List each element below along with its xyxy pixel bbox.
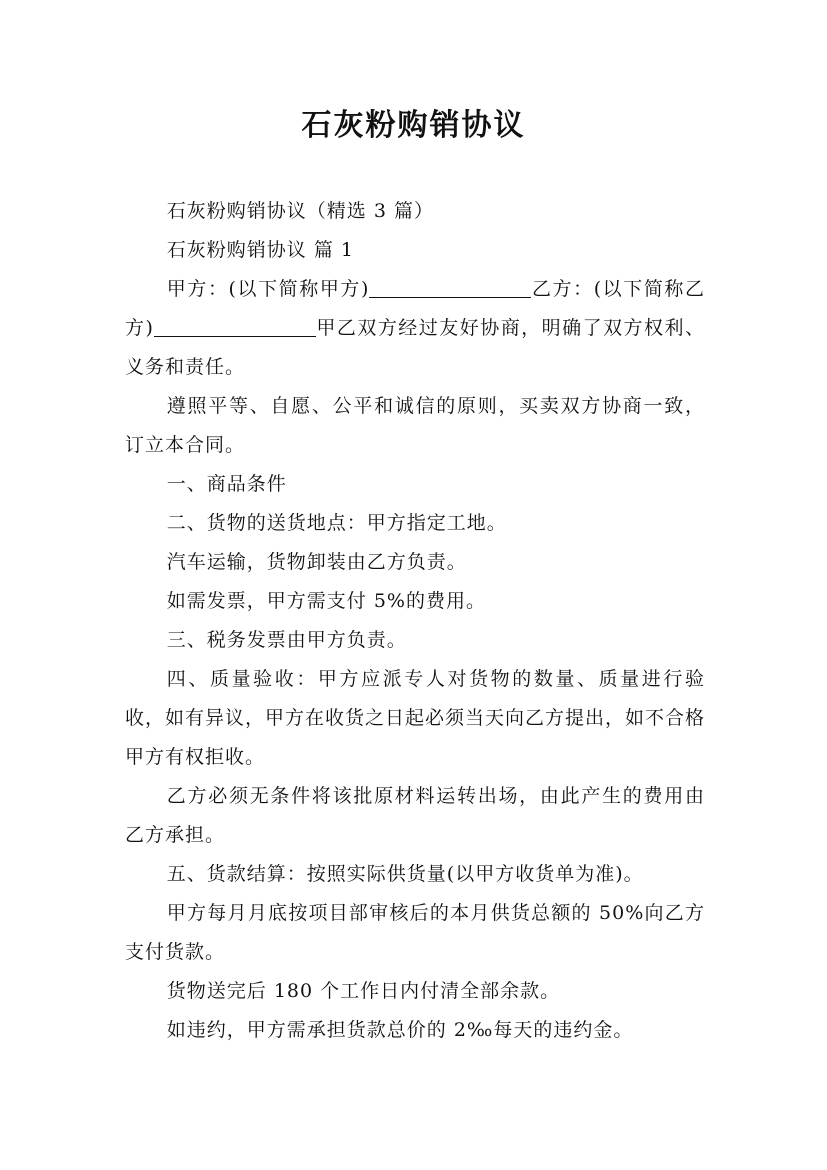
paragraph-monthly-payment: 甲方每月月底按项目部审核后的本月供货总额的 50%向乙方支付货款。 — [125, 902, 705, 963]
paragraph-subtitle: 石灰粉购销协议（精选 3 篇） — [166, 200, 434, 222]
party-a-label: 甲方：(以下简称甲方) — [166, 278, 370, 300]
paragraph-invoice: 如需发票，甲方需支付 5%的费用。 — [166, 590, 486, 612]
paragraph-clause-3: 三、税务发票由甲方负责。 — [166, 629, 407, 651]
paragraph-clause-2: 二、货物的送货地点：甲方指定工地。 — [166, 512, 507, 534]
paragraph-parties — [125, 270, 705, 387]
paragraph-transport: 汽车运输，货物卸装由乙方负责。 — [166, 551, 467, 573]
paragraph-principles: 遵照平等、自愿、公平和诚信的原则，买卖双方协商一致，订立本合同。 — [125, 395, 705, 456]
party-b-label: 乙方：(以下简称乙方) — [125, 278, 705, 339]
paragraph-clause-1: 一、商品条件 — [166, 473, 287, 495]
party-a-blank-line[interactable] — [369, 275, 531, 298]
document-body — [125, 192, 705, 1050]
paragraph-penalty: 如违约，甲方需承担货款总价的 2‰每天的违约金。 — [166, 1019, 634, 1041]
paragraph-section-heading: 石灰粉购销协议 篇 1 — [166, 239, 354, 261]
party-b-blank-line[interactable] — [154, 314, 316, 337]
paragraph-clause-4: 四、质量验收：甲方应派专人对货物的数量、质量进行验收，如有异议，甲方在收货之日起必须当天向乙方提出，如不合格甲方有权拒收。 — [125, 668, 706, 768]
paragraph-rejection: 乙方必须无条件将该批原材料运转出场，由此产生的费用由乙方承担。 — [125, 785, 705, 846]
paragraph-final-payment: 货物送完后 180 个工作日内付清全部余款。 — [166, 980, 561, 1002]
paragraph-clause-5: 五、货款结算：按照实际供货量(以甲方收货单为准)。 — [166, 863, 644, 885]
document-title: 石灰粉购销协议 — [301, 108, 526, 143]
parties-tail-text: 甲乙双方经过友好协商，明确了双方权利、义务和责任。 — [125, 317, 705, 378]
